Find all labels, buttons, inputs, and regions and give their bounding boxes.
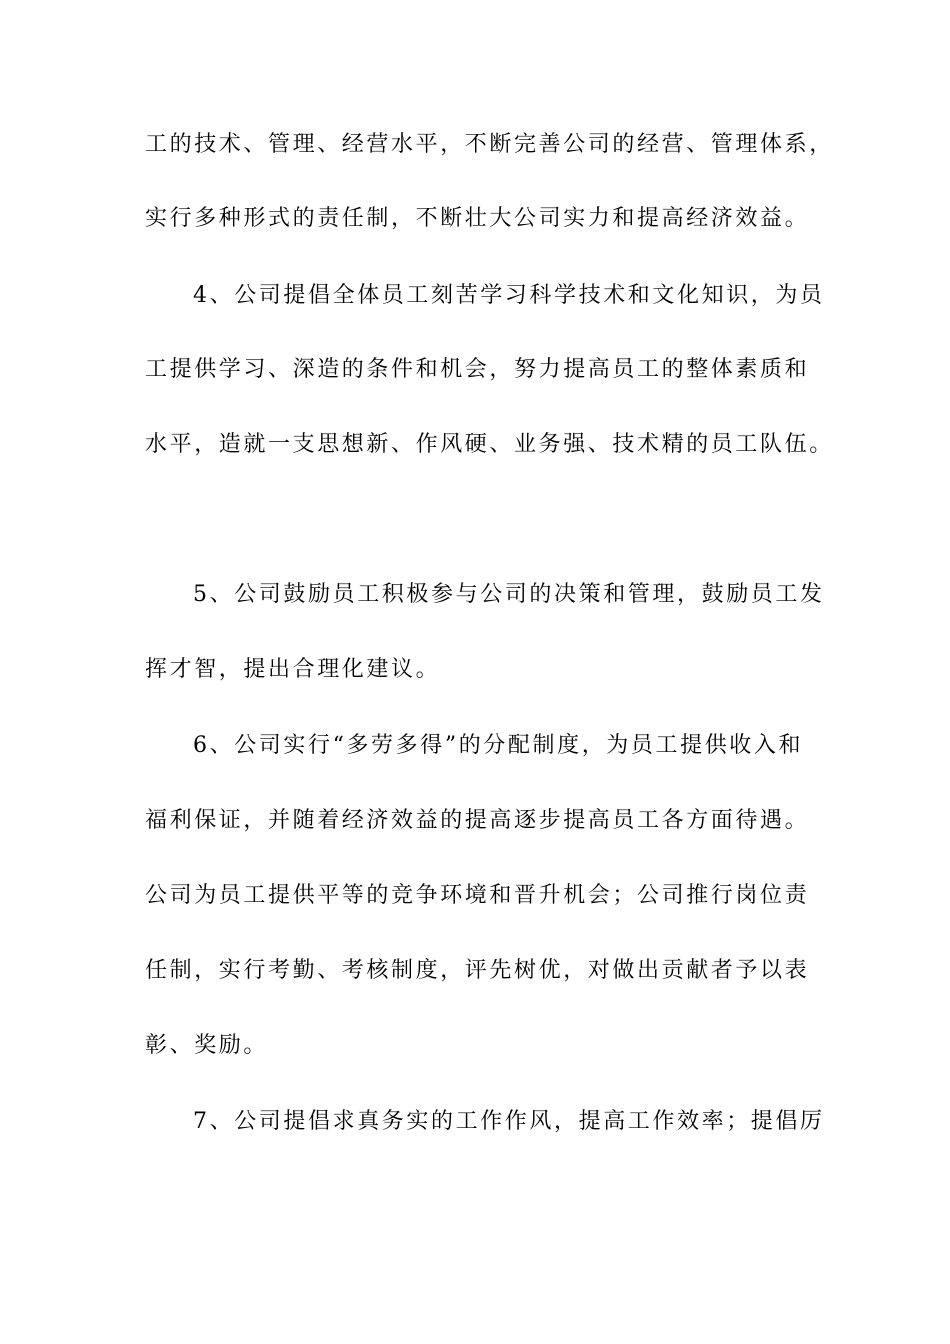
paragraph-4-start: 4、公司提倡全体员工刻苦学习科学技术和文化知识，为员 [193,283,825,308]
text-line: 任制，实行考勤、考核制度，评先树优，对做出贡献者予以表 [145,958,810,983]
text-line: 工的技术、管理、经营水平，不断完善公司的经营、管理体系， [145,132,834,157]
text-line: 福利保证，并随着经济效益的提高逐步提高员工各方面待遇。 [145,808,810,833]
paragraph-7-start: 7、公司提倡求真务实的工作作风，提高工作效率；提倡厉 [193,1109,825,1134]
text-line: 挥才智，提出合理化建议。 [145,657,441,682]
text-line: 彰、奖励。 [145,1033,269,1058]
paragraph-5-start: 5、公司鼓励员工积极参与公司的决策和管理，鼓励员工发 [193,582,825,607]
text-line: 实行多种形式的责任制，不断壮大公司实力和提高经济效益。 [145,206,810,231]
text-line: 水平，造就一支思想新、作风硬、业务强、技术精的员工队伍。 [145,432,834,457]
text-line: 公司为员工提供平等的竞争环境和晋升机会；公司推行岗位责 [145,883,810,908]
paragraph-6-start: 6、公司实行“多劳多得”的分配制度，为员工提供收入和 [193,733,804,758]
text-line: 工提供学习、深造的条件和机会，努力提高员工的整体素质和 [145,357,810,382]
